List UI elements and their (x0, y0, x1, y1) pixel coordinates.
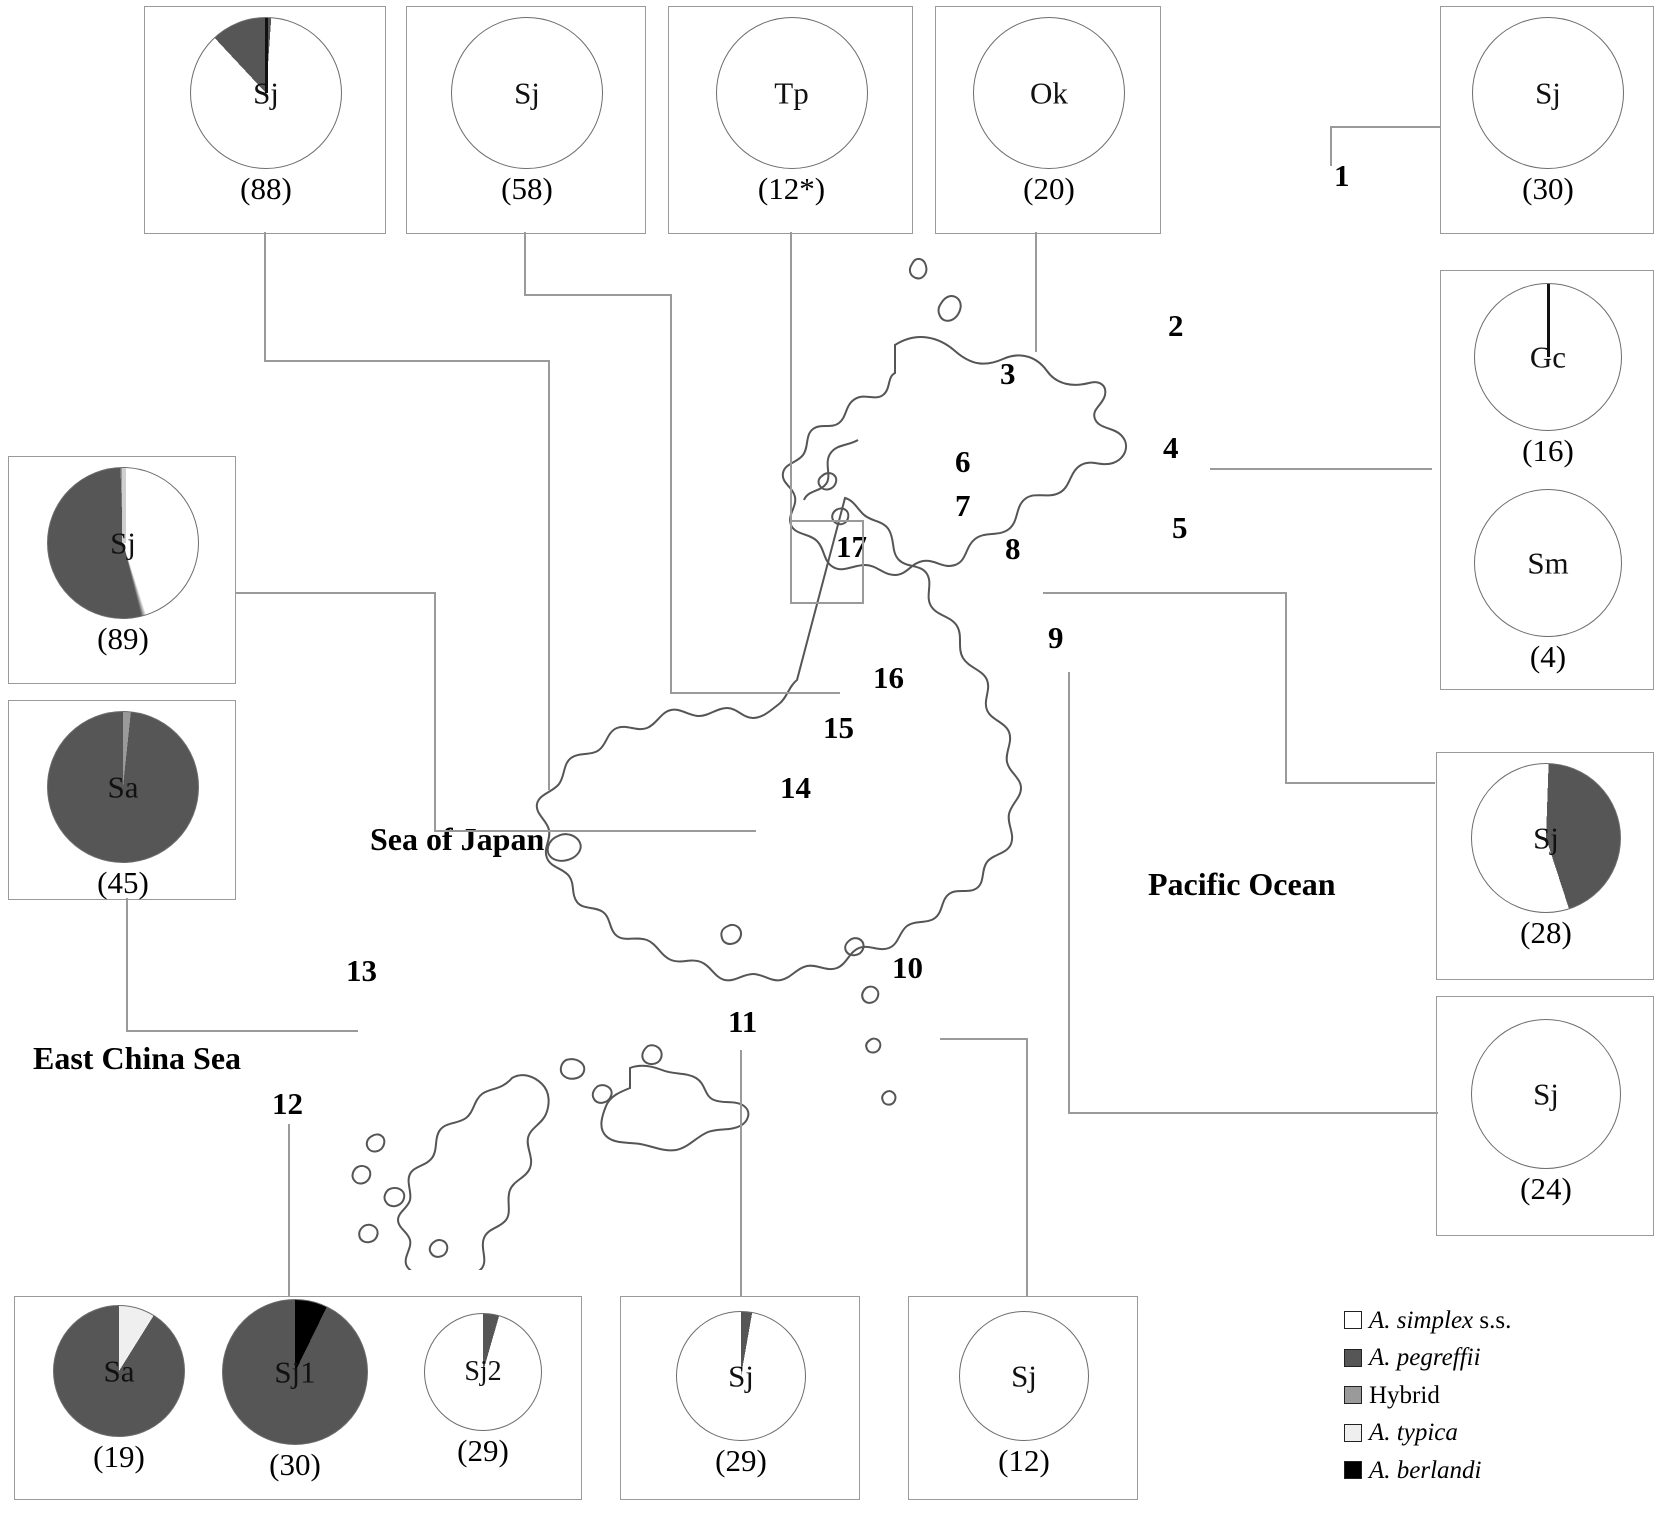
pie-unit-sa-45 (9, 711, 237, 898)
panel-sj-89 (8, 456, 236, 684)
leader-sj58-v2 (670, 294, 672, 694)
site-number-16: 16 (873, 660, 904, 695)
panel-sj-12-site10 (908, 1296, 1138, 1500)
pie-chart-sm-4 (1474, 489, 1622, 637)
pie-unit-ok-20 (936, 17, 1162, 204)
pie-count-label: (89) (97, 621, 149, 656)
pie-host-label: Sm (1527, 545, 1569, 581)
leader-sj28-h2 (1285, 782, 1435, 784)
panel-tp-12 (668, 6, 913, 234)
pie-unit-sa-19 (39, 1305, 199, 1472)
leader-tp-h1 (790, 520, 864, 522)
site-number-4: 4 (1163, 430, 1179, 465)
pie-chart-sj2-29 (424, 1313, 542, 1431)
leader-ok-v (1035, 232, 1037, 352)
leader-sj28-v (1285, 592, 1287, 784)
pie-count-label: (29) (457, 1433, 509, 1468)
panel-sj-24 (1436, 996, 1654, 1236)
pie-count-label: (58) (501, 171, 553, 206)
site-number-7: 7 (955, 488, 971, 523)
leader-sj88-h (264, 360, 550, 362)
japan-outline-svg (330, 240, 1190, 1270)
leader-sj58-h2 (670, 692, 840, 694)
leader-site10-h (940, 1038, 1028, 1040)
pie-unit-gc-16 (1441, 283, 1655, 466)
legend-item-hybrid (1344, 1379, 1644, 1413)
site-number-9: 9 (1048, 620, 1064, 655)
pie-host-label: Sj (253, 75, 279, 111)
pie-host-label: Sj1 (274, 1354, 316, 1390)
leader-sj58-v1 (524, 232, 526, 296)
pie-chart-sj-58 (451, 17, 603, 169)
legend (1344, 1304, 1644, 1492)
leader-tp-v1 (790, 232, 792, 522)
pie-host-label: Sj (1535, 75, 1561, 111)
legend-swatch-pegreffii (1344, 1349, 1362, 1367)
pie-host-label: Sj (110, 525, 136, 561)
leader-site11-v (740, 1050, 742, 1296)
pacific-ocean-label: Pacific Ocean (1148, 866, 1336, 902)
leader-sj24-h (1068, 1112, 1438, 1114)
leader-sa45-v (126, 898, 128, 1032)
pie-host-label: Sj (514, 75, 540, 111)
pie-host-label: Sj (1011, 1358, 1037, 1394)
leader-sj28-h1 (1043, 592, 1287, 594)
pie-chart-sj-28 (1471, 763, 1621, 913)
leader-sj89-v (434, 592, 436, 832)
pie-count-label: (24) (1520, 1171, 1572, 1206)
site-number-8: 8 (1005, 531, 1021, 566)
legend-swatch-hybrid (1344, 1386, 1362, 1404)
leader-site12-v (288, 1124, 290, 1296)
site-number-10: 10 (892, 950, 923, 985)
site-number-5: 5 (1172, 510, 1188, 545)
pie-count-label: (16) (1522, 433, 1574, 468)
panel-sj-28 (1436, 752, 1654, 980)
site-number-11: 11 (728, 1004, 758, 1039)
pie-count-label: (19) (93, 1439, 145, 1474)
panel-sj-29-site11 (620, 1296, 860, 1500)
pie-count-label: (45) (97, 865, 149, 900)
pie-unit-sj-24 (1437, 1019, 1655, 1204)
site-number-12: 12 (272, 1086, 303, 1121)
leader-sj88-v1 (264, 232, 266, 362)
site-number-14: 14 (780, 770, 811, 805)
pie-unit-sj-28 (1437, 763, 1655, 948)
pie-count-label: (29) (715, 1443, 767, 1478)
leader-sj89-h1 (236, 592, 436, 594)
legend-swatch-berlandi (1344, 1461, 1362, 1479)
pie-chart-sj-30 (1472, 17, 1624, 169)
pie-chart-sj-89 (47, 467, 199, 619)
pie-host-label: Sa (107, 769, 139, 805)
pie-chart-sj-88 (190, 17, 342, 169)
site-number-3: 3 (1000, 356, 1016, 391)
panel-sj-58 (406, 6, 646, 234)
pie-count-label: (20) (1023, 171, 1075, 206)
pie-unit-sj-58 (407, 17, 647, 204)
leader-tp-v3 (862, 520, 864, 604)
pie-unit-sj-89 (9, 467, 237, 654)
legend-label-pegreffii: A. pegreffii (1369, 1344, 1481, 1371)
panel-sj-88 (144, 6, 386, 234)
pie-host-label: Tp (774, 75, 809, 111)
site-number-6: 6 (955, 444, 971, 479)
pie-chart-ok-20 (973, 17, 1125, 169)
legend-item-pegreffii (1344, 1341, 1644, 1375)
pie-host-label: Ok (1030, 75, 1068, 111)
pie-chart-sj-12 (959, 1311, 1089, 1441)
pie-unit-sj-88 (145, 17, 387, 204)
legend-item-berlandi (1344, 1454, 1644, 1488)
pie-chart-sj1-30 (222, 1299, 368, 1445)
pie-unit-sj-30 (1441, 17, 1655, 204)
pie-host-label: Sj (728, 1358, 754, 1394)
leader-sj88-v2 (548, 360, 550, 790)
site-number-1: 1 (1334, 158, 1350, 193)
pie-chart-sa-19 (53, 1305, 185, 1437)
pie-unit-sj2-29 (407, 1313, 559, 1466)
pie-host-label: Sa (103, 1353, 135, 1389)
legend-label-berlandi: A. berlandi (1369, 1456, 1482, 1484)
japan-map (330, 240, 1190, 1270)
pie-unit-sm-4 (1441, 489, 1655, 672)
site-number-17: 17 (836, 529, 867, 564)
leader-gc-h (1210, 468, 1432, 470)
pie-unit-tp-12 (669, 17, 914, 204)
legend-swatch-typica (1344, 1424, 1362, 1442)
panel-gc-sm (1440, 270, 1654, 690)
panel-ok-20 (935, 6, 1161, 234)
leader-site-1 (1330, 126, 1440, 166)
pie-count-label: (4) (1529, 639, 1567, 674)
legend-item-typica (1344, 1416, 1644, 1450)
panel-sa-45 (8, 700, 236, 900)
leader-sj24-v (1068, 672, 1070, 1114)
pie-host-label: Sj (1533, 820, 1559, 856)
leader-tp-h2 (790, 602, 864, 604)
leader-sj89-h2 (434, 830, 756, 832)
pie-unit-sj-29 (621, 1311, 861, 1476)
pie-chart-tp-12 (716, 17, 868, 169)
pie-count-label: (12*) (757, 171, 826, 206)
pie-host-label: Gc (1529, 339, 1567, 375)
pie-chart-sj-24 (1471, 1019, 1621, 1169)
site-number-15: 15 (823, 710, 854, 745)
legend-swatch-simplex (1344, 1311, 1362, 1329)
panel-site-12 (14, 1296, 582, 1500)
legend-label-hybrid: Hybrid (1369, 1381, 1440, 1409)
leader-tp-v2 (790, 520, 792, 604)
pie-unit-sj-12 (909, 1311, 1139, 1476)
legend-label-simplex: A. simplex s.s. (1369, 1306, 1512, 1334)
panel-sj-30-site1 (1440, 6, 1654, 234)
pie-count-label: (30) (1522, 171, 1574, 206)
pie-count-label: (30) (269, 1447, 321, 1482)
pie-host-label: Sj (1533, 1076, 1559, 1112)
pie-chart-sj-29 (676, 1311, 806, 1441)
legend-label-typica: A. typica (1369, 1419, 1458, 1446)
pie-host-label: Sj2 (464, 1356, 502, 1387)
leader-site10-v (1026, 1038, 1028, 1296)
sea-of-japan-label: Sea of Japan (370, 821, 545, 857)
leader-sa45-h (126, 1030, 358, 1032)
pie-chart-gc-16 (1474, 283, 1622, 431)
pie-count-label: (28) (1520, 915, 1572, 950)
leader-sj58-h (524, 294, 672, 296)
pie-count-label: (88) (240, 171, 292, 206)
site-number-2: 2 (1168, 308, 1184, 343)
east-china-sea-label: East China Sea (33, 1040, 242, 1076)
legend-item-simplex (1344, 1304, 1644, 1338)
pie-chart-sa-45 (47, 711, 199, 863)
site-number-13: 13 (346, 953, 377, 988)
pie-unit-sj1-30 (207, 1299, 383, 1480)
pie-count-label: (12) (998, 1443, 1050, 1478)
